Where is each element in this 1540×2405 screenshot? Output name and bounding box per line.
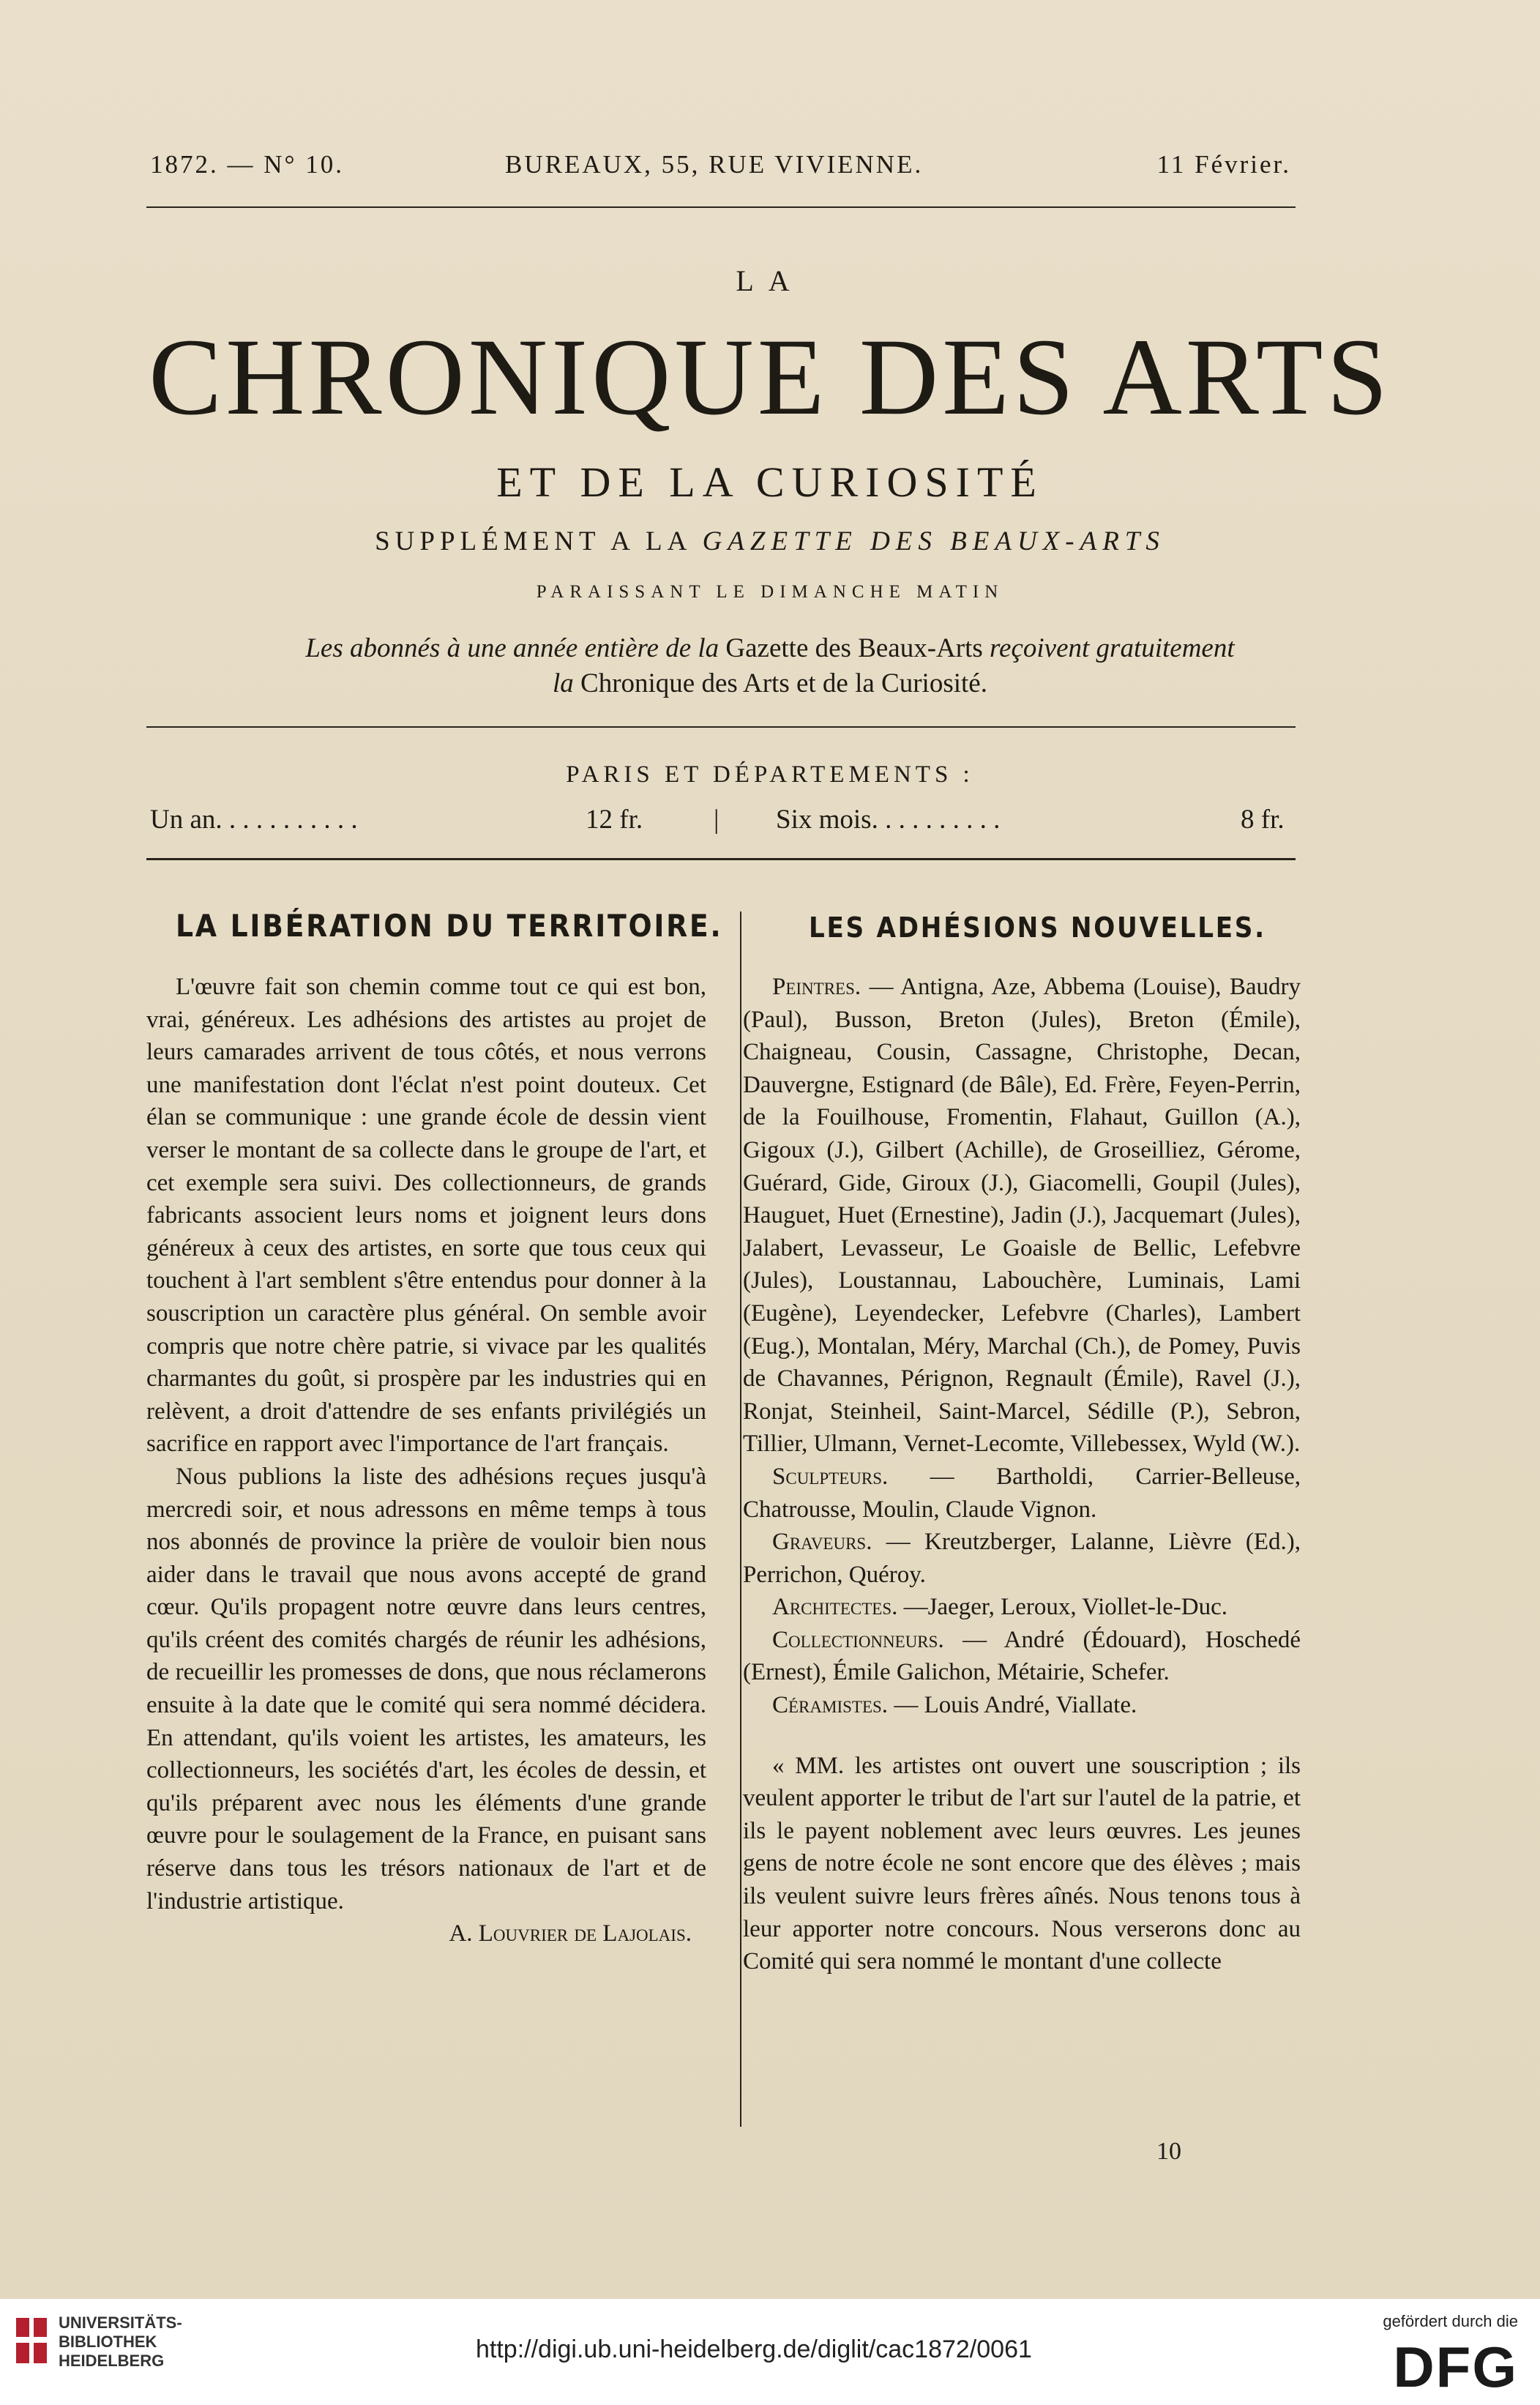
column-divider: [740, 911, 741, 2127]
price-six: 8 fr.: [1241, 805, 1285, 835]
page-number: 10: [1156, 2138, 1181, 2165]
issue-date: 11 Février.: [1156, 150, 1291, 179]
funded-by-label: gefördert durch die: [1383, 2312, 1518, 2330]
dfg-logo: DFG: [1393, 2335, 1518, 2399]
price-six-label: Six mois. . . . . . . . . .: [776, 805, 1001, 835]
masthead-subtitle: ET DE LA CURIOSITÉ: [496, 458, 1044, 506]
university-library-logo-icon: [13, 2315, 51, 2366]
quote-paragraph: « MM. les artistes ont ouvert une souscription ; ils veulent apporter le tribut de l'art sur l'autel de la patrie, et ils le payent noblement avec leurs œuvres. Les jeunes gens de notre école ne sont encore que des élèves ; mais ils veulent suivre leurs frères aînés. Nous tenons tous à leur apporter notre concours. Nous verserons donc au Comité qui sera nommé le montant d'une collecte: [743, 1752, 1301, 1975]
price-year-label: Un an. . . . . . . . . . .: [150, 805, 358, 835]
list-collectors: Collectionneurs. — André (Édouard), Hoschedé (Ernest), Émile Galichon, Métairie, Schefer.: [743, 1626, 1301, 1686]
masthead-rule: [146, 726, 1296, 728]
right-article-title: LES ADHÉSIONS NOUVELLES.: [809, 911, 1266, 944]
header-rule: [146, 206, 1296, 208]
list-engravers: Graveurs. — Kreutzberger, Lalanne, Lièvre (Ed.), Perrichon, Quéroy.: [743, 1529, 1301, 1588]
bureaux-address: BUREAUX, 55, RUE VIVIENNE.: [505, 150, 924, 179]
list-ceramists: Céramistes. — Louis André, Viallate.: [772, 1692, 1137, 1719]
digitization-footer: [0, 2299, 1540, 2405]
subscription-heading: PARIS ET DÉPARTEMENTS :: [566, 761, 974, 788]
right-article-body: [743, 971, 1301, 1978]
masthead-publication-day: PARAISSANT LE DIMANCHE MATIN: [536, 582, 1004, 602]
list-architects: Architectes. —Jaeger, Leroux, Viollet-le-Duc.: [772, 1594, 1227, 1621]
permalink-url[interactable]: http://digi.ub.uni-heidelberg.de/diglit/cac1872/0061: [476, 2335, 1032, 2363]
list-painters: Peintres. — Antigna, Aze, Abbema (Louise), Baudry (Paul), Busson, Breton (Jules), Breton (Émile), Chaigneau, Cousin, Cassagne, Christophe, Decan, Dauvergne, Estignard (de Bâle), Ed. Frère, Feyen-Perrin, de la Fouilhouse, Fromentin, Flahaut, Guillon (A.), Gigoux (J.), Gilbert (Achille), de Groseilliez, Gérome, Guérard, Gide, Giroux (J.), Giacomelli, Goupil (Jules), Hauguet, Huet (Ernestine), Jadin (J.), Jacquemart (Jules), Jalabert, Levasseur, Le Goaisle de Bellic, Lefebvre (Jules), Loustannau, Labouchère, Luminais, Lami (Eugène), Leyendecker, Lefebvre (Charles), Lambert (Eug.), Montalan, Méry, Marchal (Ch.), de Pomey, Puvis de Chavannes, Pérignon, Regnault (Émile), Ravel (J.), Ronjat, Steinheil, Saint-Marcel, Sédille (P.), Sebron, Tillier, Ulmann, Vernet-Lecomte, Villebessex, Wyld (W.).: [743, 974, 1301, 1458]
left-article-para-2: Nous publions la liste des adhésions reçues jusqu'à mercredi soir, et nous adressons en même temps à tous nos abonnés de province la prière de vouloir bien nous aider dans le travail que nous avons accepté de grand cœur. Qu'ils propagent notre œuvre dans leurs centres, qu'ils créent des comités chargés de réunir les adhésions, de recueillir les promesses de dons, que nous réclamerons ensuite à la date que le comité qui sera nommé décidera. En attendant, qu'ils voient les artistes, les amateurs, les collectionneurs, les sociétés d'art, les écoles de dessin, et qu'ils préparent avec nous les éléments d'une grande œuvre pour le soulagement de la France, en puisant sans réserve dans tous les trésors nationaux de l'art et de l'industrie artistique.: [146, 1463, 706, 1914]
price-separator: |: [714, 805, 719, 835]
subscription-rule: [146, 858, 1296, 860]
price-year: 12 fr.: [586, 805, 643, 835]
issue-number: 1872. — N° 10.: [150, 150, 345, 179]
left-article-para-1: L'œuvre fait son chemin comme tout ce qui est bon, vrai, généreux. Les adhésions des artistes au projet de leurs camarades arrivent de tous côtés, et nous verrons une manifestation dont l'éclat n'est point douteux. Cet élan se communique : une grande école de dessin vient verser le montant de sa collecte dans le groupe de l'art, et cet exemple sera suivi. Des collectionneurs, de grands fabricants associent leurs noms et joignent leurs dons généreux à ceux des artistes, en sorte que tous ceux qui touchent à l'art semblent s'être entendus pour donner à la souscription un caractère plus général. On semble avoir compris que notre chère patrie, si vivace par les qualités charmantes du goût, si prospère par les industries qui en relèvent, a droit d'attendre de ses enfants privilégiés un sacrifice en rapport avec l'importance de l'art français.: [146, 974, 706, 1458]
supplement-gazette: GAZETTE DES BEAUX-ARTS: [702, 526, 1165, 556]
masthead-supplement: [0, 526, 1540, 557]
subscriber-notice: Les abonnés à une année entière de la Gazette des Beaux-Arts reçoivent gratuitement la Chronique des Arts et de la Curiosité.: [305, 633, 1235, 698]
left-article-body: [146, 971, 706, 1950]
masthead-title: CHRONIQUE DES ARTS: [149, 316, 1391, 438]
left-article-signature: A. Louvrier de Lajolais.: [449, 1920, 692, 1947]
masthead-la: LA: [736, 264, 804, 297]
supplement-prefix: SUPPLÉMENT A LA: [375, 526, 691, 556]
list-sculptors: Sculpteurs. — Bartholdi, Carrier-Belleuse, Chatrousse, Moulin, Claude Vignon.: [743, 1463, 1301, 1523]
library-name: UNIVERSITÄTS- BIBLIOTHEK HEIDELBERG: [59, 2313, 182, 2370]
left-article-title: LA LIBÉRATION DU TERRITOIRE.: [176, 908, 723, 944]
